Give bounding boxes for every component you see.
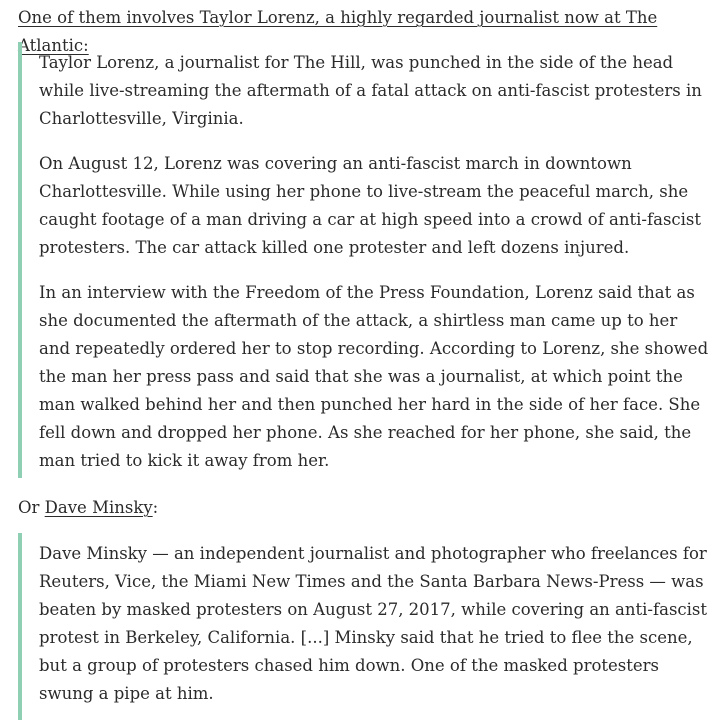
intro-link[interactable]: One of them involves Taylor Lorenz, a highly regarded journalist now at The Atlantic: [18,8,658,55]
or-prefix: Or [18,498,45,517]
blockquote-minsky [18,533,710,720]
blockquote-lorenz [18,42,710,478]
quote-paragraph: On August 12, Lorenz was covering an anti-fascist march in downtown Charlottesville. While using her phone to live-stream the peaceful march, she caught footage of a man driving a car at high speed into a crowd of anti-fascist protesters. The car attack killed one protester and left dozens injured. [39,154,702,257]
or-suffix: : [152,498,159,517]
or-line [18,494,158,522]
quote-paragraph: In an interview with the Freedom of the Press Foundation, Lorenz said that as she documented the aftermath of the attack, a shirtless man came up to her and repeatedly ordered her to stop recording. According to Lorenz, she showed the man her press pass and said that she was a journalist, at which point the man walked behind her and then punched her hard in the side of her face. She fell down and dropped her phone. As she reached for her phone, she said, the man tried to kick it away from her. [39,283,709,470]
minsky-link[interactable]: Dave Minsky [44,498,153,517]
quote-paragraph: Taylor Lorenz, a journalist for The Hill, was punched in the side of the head while live-streaming the aftermath of a fatal attack on anti-fascist protesters in Charlottesville, Virginia. [39,53,702,128]
quote-paragraph: Dave Minsky — an independent journalist and photographer who freelances for Reuters, Vice, the Miami New Times and the Santa Barbara News-Press — was beaten by masked protesters on August 27, 2017, while covering an anti-fascist protest in Berkeley, California. [...] Minsky said that he tried to flee the scene, but a group of protesters chased him down. One of the masked protesters swung a pipe at him. [39,544,708,703]
